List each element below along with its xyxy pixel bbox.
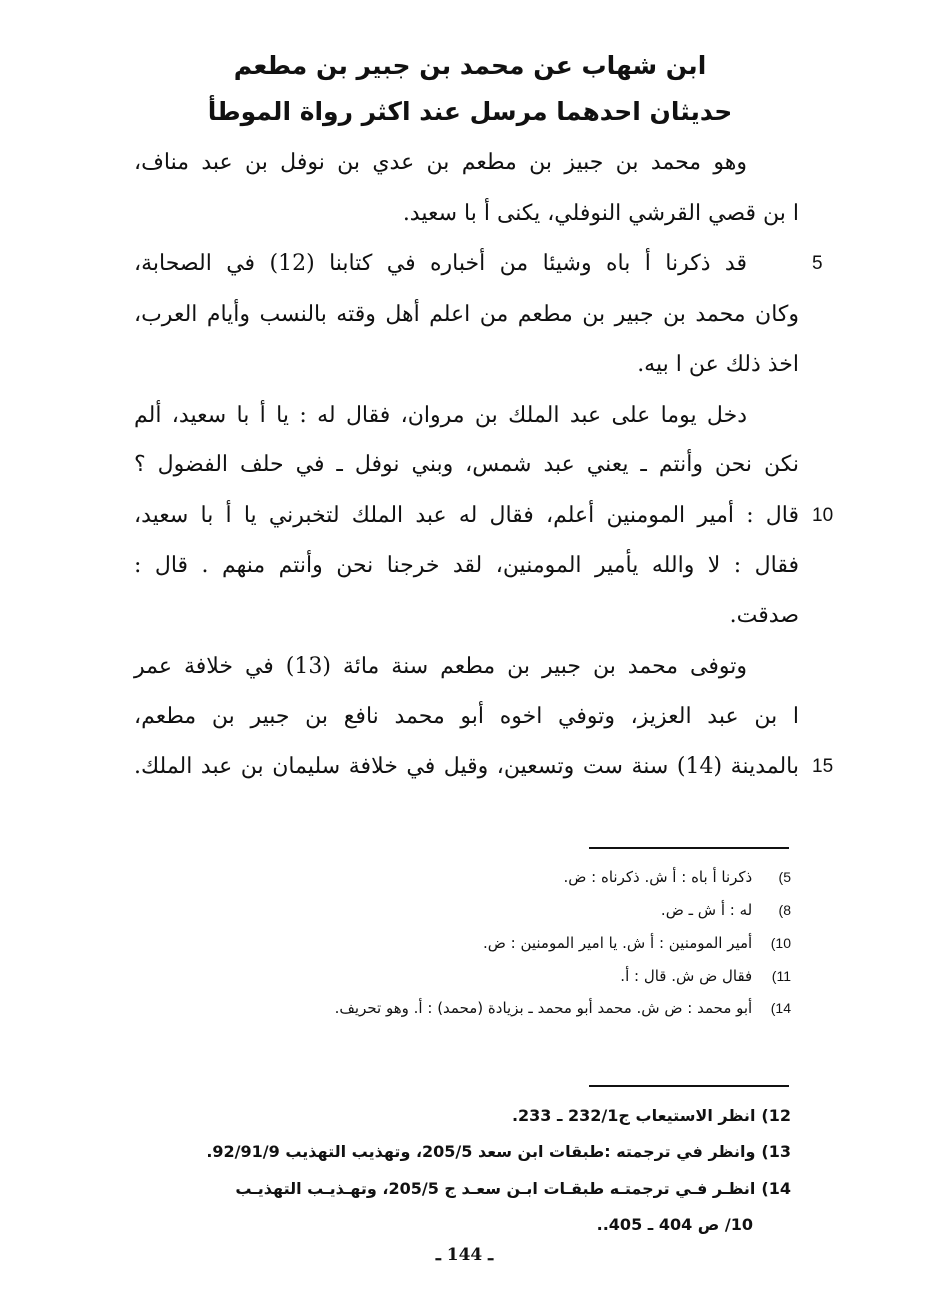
note-number: 11) bbox=[771, 968, 791, 984]
body-line-5: اخذ ذلك عن ا بيه. bbox=[637, 352, 799, 377]
heading-line-1: ابن شهاب عن محمد بن جبير بن مطعم bbox=[233, 51, 707, 80]
line-number-5: 5 bbox=[812, 253, 823, 274]
variant-note bbox=[231, 961, 791, 991]
note-number: 5) bbox=[778, 869, 791, 885]
body-line-9: فقال : لا والله يأمير المومنين، لقد خرجنا نحن وأنتم منهم . قال : bbox=[134, 553, 799, 578]
body-line-10: صدقت. bbox=[729, 603, 799, 628]
reference-text: وانظر في ترجمته :طبقات ابن سعد 205/5، وتهذيب التهذيب 92/91/9. bbox=[206, 1142, 756, 1161]
body-line-13: بالمدينة (14) سنة ست وتسعين، وقيل في خلافة سليمان بن عبد الملك. bbox=[134, 754, 799, 779]
footnote-rule-1 bbox=[589, 847, 789, 849]
body-line-6: دخل يوما على عبد الملك بن مروان، فقال له : يا أ با سعيد، ألم bbox=[134, 403, 747, 428]
note-text: أبو محمد : ض ش. محمد أبو محمد ـ بزيادة (محمد) : أ. وهو تحريف. bbox=[334, 999, 753, 1017]
variant-note bbox=[231, 862, 791, 892]
body-line-1: وهو محمد بن جبيز بن مطعم بن عدي بن نوفل بن عبد مناف، bbox=[134, 150, 747, 175]
reference-number: 12) bbox=[761, 1106, 791, 1125]
note-number: 8) bbox=[778, 902, 791, 918]
variant-note bbox=[231, 993, 791, 1023]
body-line-8: قال : أمير المومنين أعلم، فقال له عبد الملك لتخبرني يا أ با سعيد، bbox=[134, 503, 799, 528]
line-number-15: 15 bbox=[812, 756, 834, 777]
note-text: له : أ ش ـ ض. bbox=[660, 901, 753, 919]
footnote-rule-2 bbox=[589, 1085, 789, 1087]
variant-note bbox=[231, 895, 791, 925]
body-line-4: وكان محمد بن جبير بن مطعم من اعلم أهل وقته بالنسب وأيام العرب، bbox=[134, 302, 799, 327]
reference-text: انظر الاستيعاب ج232/1 ـ 233. bbox=[511, 1106, 756, 1125]
reference-note bbox=[131, 1171, 791, 1207]
body-line-3: قد ذكرنا أ باه وشيئا من أخباره في كتابنا (12) في الصحابة، bbox=[134, 251, 747, 276]
note-text: أمير المومنين : أ ش. يا امير المومنين : ض. bbox=[482, 934, 753, 952]
heading-line-2: حديثان احدهما مرسل عند اكثر رواة الموطأ bbox=[207, 97, 733, 126]
reference-number: 13) bbox=[761, 1142, 791, 1161]
variant-note bbox=[231, 928, 791, 958]
body-line-12: ا بن عبد العزيز، وتوفي اخوه أبو محمد نافع بن جبير بن مطعم، bbox=[134, 704, 799, 729]
reference-note bbox=[131, 1134, 791, 1170]
note-number: 10) bbox=[770, 935, 791, 951]
note-text: فقال ض ش. قال : أ. bbox=[620, 967, 753, 985]
body-line-2: ا بن قصي القرشي النوفلي، يكنى أ با سعيد. bbox=[402, 201, 799, 226]
body-line-11: وتوفى محمد بن جبير بن مطعم سنة مائة (13) في خلافة عمر bbox=[134, 654, 747, 679]
reference-text: 10/ ص 404 ـ 405.. bbox=[596, 1215, 753, 1234]
reference-note-continuation bbox=[131, 1207, 791, 1243]
note-text: ذكرنا أ باه : أ ش. ذكرناه : ض. bbox=[563, 868, 753, 886]
reference-number: 14) bbox=[761, 1179, 791, 1198]
page-number: ـ 144 ـ bbox=[435, 1245, 494, 1265]
body-line-7: نكن نحن وأنتم ـ يعني عبد شمس، وبني نوفل ـ في حلف الفضول ؟ bbox=[134, 452, 799, 477]
reference-note bbox=[131, 1098, 791, 1134]
reference-text: انظـر فـي ترجمتـه طبقـات ابـن سعـد ج 205/5، وتهـذيـب التهذيـب bbox=[235, 1179, 756, 1198]
line-number-10: 10 bbox=[812, 505, 834, 526]
note-number: 14) bbox=[770, 1000, 791, 1016]
